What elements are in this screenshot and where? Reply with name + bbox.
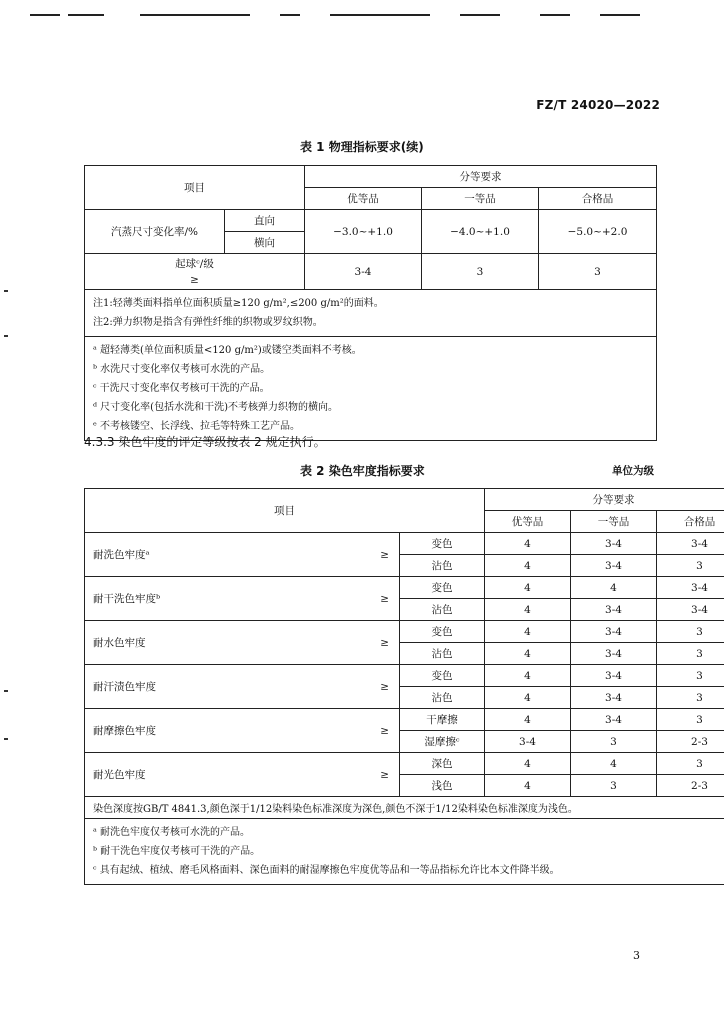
table2-cell: 3-4 (657, 599, 724, 621)
ge-sign: ≥ (380, 548, 389, 561)
table2-cell: 4 (571, 753, 657, 775)
table2-group-label-text: 耐水色牢度 (93, 637, 146, 649)
table2-sub-label: 沾色 (400, 599, 485, 621)
page-number: 3 (633, 949, 640, 962)
table2-cell: 3-4 (571, 687, 657, 709)
table2-row (85, 665, 724, 687)
table2-grade-header: 合格品 (657, 511, 724, 533)
table2-cell: 3 (657, 643, 724, 665)
table1-cell: 3 (539, 254, 657, 290)
table2-row (85, 533, 724, 555)
document-code: FZ/T 24020—2022 (536, 98, 660, 112)
table1-note: 注1:轻薄类面料指单位面积质量≥120 g/m²,≤200 g/m²的面料。 (93, 298, 384, 309)
table2-group-label (85, 709, 400, 753)
table2-cell: 3 (657, 687, 724, 709)
header-rule (330, 14, 430, 16)
table2-group-label (85, 577, 400, 621)
scan-mark (4, 290, 8, 292)
table2-cell: 4 (485, 775, 571, 797)
table1-grade-header: 一等品 (422, 188, 539, 210)
table2-cell: 3 (657, 621, 724, 643)
table2-footnote: ᵇ 耐干洗色牢度仅考核可干洗的产品。 (93, 846, 261, 857)
table1-row-label: 汽蒸尺寸变化率/% (85, 210, 225, 254)
table1-sub-label: 直向 (225, 210, 305, 232)
table2-cell: 3 (657, 709, 724, 731)
clause-4-3-3: 4.3.3 染色牢度的评定等级按表 2 规定执行。 (84, 435, 326, 449)
table1-caption: 表 1 物理指标要求(续) (300, 140, 424, 154)
table2-grade-header: 优等品 (485, 511, 571, 533)
table2-group-label-text: 耐光色牢度 (93, 769, 146, 781)
header-rule (280, 14, 300, 16)
scan-mark (4, 335, 8, 337)
table1-grade-header: 合格品 (539, 188, 657, 210)
table2-cell: 4 (485, 555, 571, 577)
table1-footnote: ᵇ 水洗尺寸变化率仅考核可水洗的产品。 (93, 364, 271, 375)
table2-cell: 4 (485, 599, 571, 621)
table2-row (85, 709, 724, 731)
table2-sub-label: 干摩擦 (400, 709, 485, 731)
header-rule (30, 14, 60, 16)
table2-cell: 3 (657, 753, 724, 775)
table2-depth-note: 染色深度按GB/T 4841.3,颜色深于1/12染料染色标准深度为深色,颜色不深于1/12染料染色标准深度为浅色。 (85, 797, 724, 819)
table1-notes (85, 290, 657, 337)
table1-footnote: ᵈ 尺寸变化率(包括水洗和干洗)不考核弹力织物的横向。 (93, 402, 338, 413)
table2-cell: 2-3 (657, 775, 724, 797)
scan-mark (4, 738, 8, 740)
table2-cell: 3-4 (571, 643, 657, 665)
header-rule (68, 14, 104, 16)
table2-group-label (85, 753, 400, 797)
table1-grade-header: 优等品 (305, 188, 422, 210)
header-rule (460, 14, 500, 16)
table1-footnote: ᵃ 超轻薄类(单位面积质量<120 g/m²)或镂空类面料不考核。 (93, 345, 362, 356)
table2-cell: 4 (485, 643, 571, 665)
ge-sign: ≥ (380, 680, 389, 693)
table2-cell: 3-4 (571, 533, 657, 555)
table2-group-label (85, 533, 400, 577)
table1-item-header: 项目 (85, 166, 305, 210)
table1 (84, 165, 657, 441)
table2-sub-label: 变色 (400, 577, 485, 599)
table1-footnote: ᶜ 干洗尺寸变化率仅考核可干洗的产品。 (93, 383, 270, 394)
table2-cell: 3 (571, 775, 657, 797)
table2-footnotes (85, 819, 724, 885)
table2-sub-label: 沾色 (400, 687, 485, 709)
table2-sub-label: 变色 (400, 533, 485, 555)
table2-cell: 4 (485, 621, 571, 643)
table2-sub-label: 深色 (400, 753, 485, 775)
table2-group-label (85, 621, 400, 665)
table2-cell: 4 (485, 577, 571, 599)
table2-cell: 3-4 (571, 599, 657, 621)
table2-sub-label: 沾色 (400, 555, 485, 577)
table2 (84, 488, 724, 885)
table2-cell: 4 (485, 533, 571, 555)
scan-mark (4, 690, 8, 692)
table2-group-label-text: 耐摩擦色牢度 (93, 725, 156, 737)
table1-grade-group-header: 分等要求 (305, 166, 657, 188)
table2-cell: 3 (657, 555, 724, 577)
table2-cell: 2-3 (657, 731, 724, 753)
table2-grade-group-header: 分等要求 (485, 489, 724, 511)
table2-unit: 单位为级 (612, 465, 654, 477)
table2-sub-label: 湿摩擦ᶜ (400, 731, 485, 753)
table2-cell: 4 (485, 665, 571, 687)
table2-cell: 3-4 (571, 555, 657, 577)
ge-sign: ≥ (380, 768, 389, 781)
table2-sub-label: 变色 (400, 665, 485, 687)
table2-footnote: ᶜ 具有起绒、植绒、磨毛风格面料、深色面料的耐湿摩擦色牢度优等品和一等品指标允许比本文件降半级。 (93, 865, 560, 876)
table2-cell: 4 (485, 687, 571, 709)
ge-sign: ≥ (380, 636, 389, 649)
header-rule (600, 14, 640, 16)
table2-cell: 3-4 (571, 665, 657, 687)
table1-footnote: ᵉ 不考核镂空、长浮线、拉毛等特殊工艺产品。 (93, 421, 301, 432)
table2-grade-header: 一等品 (571, 511, 657, 533)
table2-footnote: ᵃ 耐洗色牢度仅考核可水洗的产品。 (93, 827, 251, 838)
table2-row (85, 753, 724, 775)
table2-cell: 3-4 (571, 709, 657, 731)
table2-item-header: 项目 (85, 489, 485, 533)
table1-cell: −4.0~+1.0 (422, 210, 539, 254)
table1-cell: −3.0~+1.0 (305, 210, 422, 254)
table2-cell: 4 (571, 577, 657, 599)
table2-cell: 3 (657, 665, 724, 687)
table2-row (85, 621, 724, 643)
table1-cell: 3-4 (305, 254, 422, 290)
table2-cell: 3-4 (571, 621, 657, 643)
table1-cell: 3 (422, 254, 539, 290)
table2-cell: 3-4 (485, 731, 571, 753)
table1-footnotes (85, 337, 657, 441)
table2-sub-label: 沾色 (400, 643, 485, 665)
pilling-label: 起球ᶜ/级 (175, 257, 214, 270)
table2-group-label (85, 665, 400, 709)
ge-sign: ≥ (190, 273, 199, 286)
table1-row-label (85, 254, 305, 290)
ge-sign: ≥ (380, 724, 389, 737)
table1-sub-label: 横向 (225, 232, 305, 254)
table1-cell: −5.0~+2.0 (539, 210, 657, 254)
ge-sign: ≥ (380, 592, 389, 605)
table2-cell: 4 (485, 753, 571, 775)
table2-cell: 4 (485, 709, 571, 731)
table2-cell: 3-4 (657, 533, 724, 555)
table2-sub-label: 浅色 (400, 775, 485, 797)
table2-group-label-text: 耐洗色牢度ᵃ (93, 549, 150, 561)
table2-group-label-text: 耐干洗色牢度ᵇ (93, 593, 161, 605)
table2-caption: 表 2 染色牢度指标要求 (300, 464, 425, 478)
header-rule (540, 14, 570, 16)
table2-sub-label: 变色 (400, 621, 485, 643)
table2-row (85, 577, 724, 599)
table2-cell: 3-4 (657, 577, 724, 599)
table2-group-label-text: 耐汗渍色牢度 (93, 681, 156, 693)
table1-note: 注2:弹力织物是指含有弹性纤维的织物或罗纹织物。 (93, 317, 323, 328)
header-rule (140, 14, 250, 16)
table2-cell: 3 (571, 731, 657, 753)
